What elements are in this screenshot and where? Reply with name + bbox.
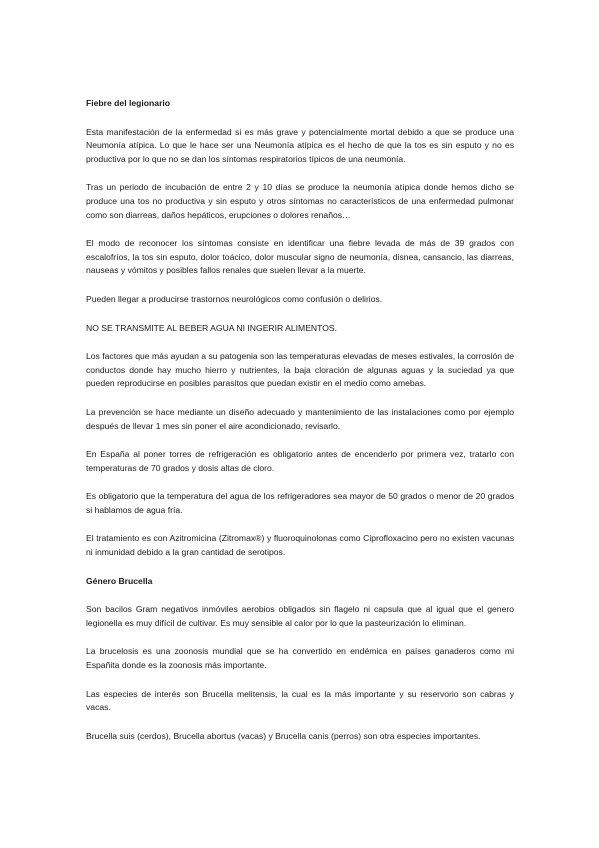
- section-heading-fiebre-del-legionario: Fiebre del legionario: [86, 98, 171, 108]
- document-body: [86, 97, 514, 758]
- paragraph: Esta manifestación de la enfermedad si es más grave y potencialmente mortal debido a que se produce una Neumonía atípica. Lo que le hace ser una Neumonía atípica es el hecho de que la tos es sin esputo y no es productiva por lo que no se dan los síntomas respiratorios típicos de una neumonía.: [86, 126, 514, 164]
- section-heading-genero-brucella: Género Brucella: [86, 575, 153, 586]
- paragraph: La prevención se hace mediante un diseño adecuado y mantenimiento de las instalaciones como por ejemplo después de llevar 1 mes sin poner el aire acondicionado, revisarlo.: [86, 406, 514, 431]
- paragraph: Tras un periodo de incubación de entre 2 y 10 días se produce la neumonía atípica donde hemos dicho se produce una tos no productiva y sin esputo y otros síntomas no característicos de una enfermedad pulmonar como son diarreas, daños hepáticos, erupciones o dolores renaños…: [86, 182, 514, 220]
- paragraph: Brucella suis (cerdos), Brucella abortus (vacas) y Brucella canis (perros) son otra especies importantes.: [86, 730, 481, 741]
- paragraph: Son bacilos Gram negativos inmóviles aerobios obligados sin flagelo ni capsula que al igual que el genero legionella es muy difícil de cultivar. Es muy sensible al calor por lo que la pasteurización lo eliminan.: [86, 604, 514, 628]
- paragraph: En España al poner torres de refrigeración es obligatorio antes de encenderlo por primera vez, tratarlo con temperaturas de 70 grados y dosis altas de cloro.: [86, 449, 514, 473]
- paragraph: Las especies de interés son Brucella melitensis, la cual es la más importante y su reservorio son cabras y vacas.: [86, 688, 514, 713]
- paragraph: El modo de reconocer los síntomas consiste en identificar una fiebre levada de más de 39 grados con escalofríos, la tos sin esputo, dolor toácico, dolor muscular signo de neumonía, disnea, cansancio, las diarreas, nauseas y vómitos y posibles fallos renales que suelen llevar a la muerte.: [86, 238, 514, 276]
- paragraph: NO SE TRANSMITE AL BEBER AGUA NI INGERIR ALIMENTOS.: [86, 322, 338, 333]
- paragraph: La brucelosis es una zoonosis mundial que se ha convertido en endémica en países ganaderos como mi Españita donde es la zoonosis más importante.: [86, 646, 514, 671]
- paragraph: Es obligatorio que la temperatura del agua de los refrigeradores sea mayor de 50 grados o menor de 20 grados si hablamos de agua fría.: [86, 491, 514, 515]
- paragraph: Pueden llegar a producirse trastornos neurológicos como confusión o delirios.: [86, 293, 383, 304]
- paragraph: Los factores que más ayudan a su patogenia son las temperaturas elevadas de meses estivales, la corrosión de conductos donde hay mucho hierro y nutrientes, la baja cloración de algunas aguas y la suciedad ya que pueden reproducirse en posibles parasitos que puedan existir en el medio como amebas.: [86, 351, 514, 389]
- paragraph: El tratamiento es con Azitromicina (Zitromax®) y fluoroquinolonas como Ciprofloxacino pero no existen vacunas ni inmunidad debido a la gran cantidad de serotipos.: [86, 533, 514, 558]
